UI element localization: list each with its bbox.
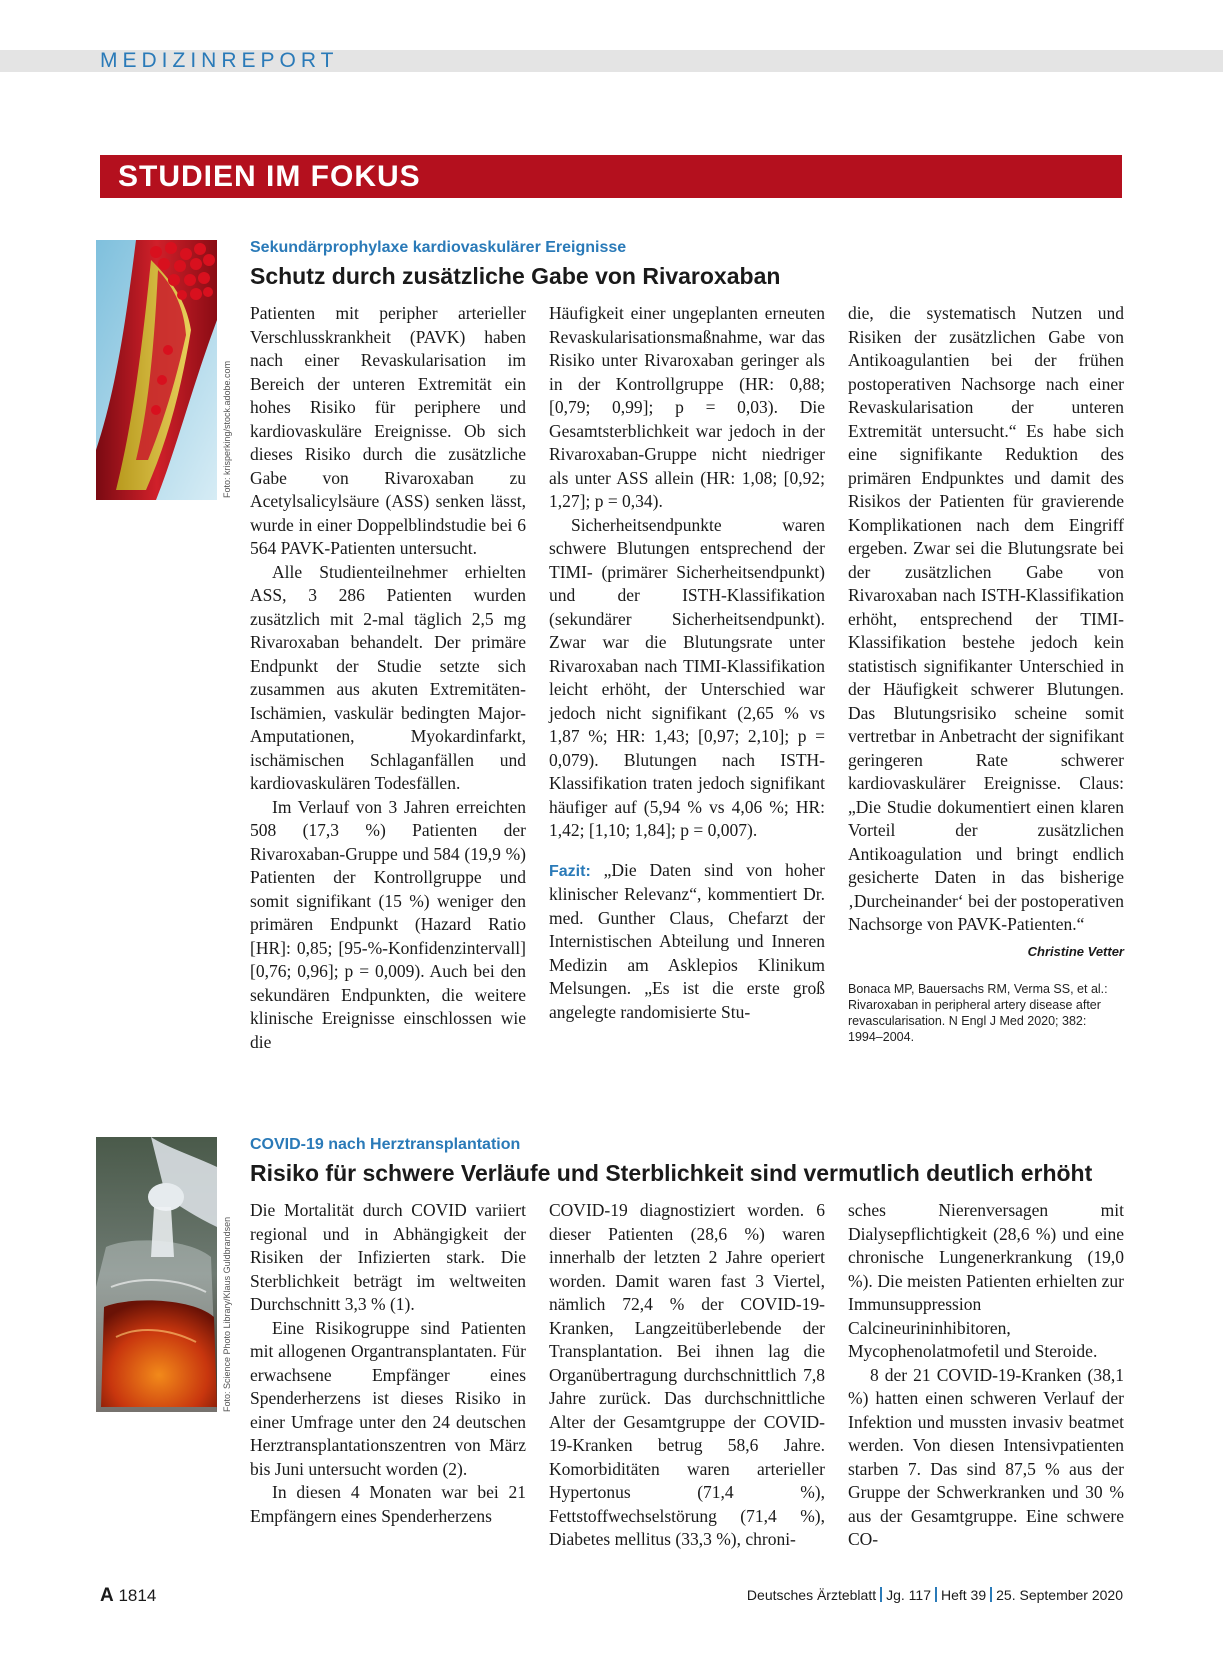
journal-info <box>747 1587 1123 1603</box>
paragraph: sches Nierenversagen mit Dialysepflichtigkeit (28,6 %) und eine chronische Lungenerkrankung (19,0 %). Die meisten Patienten erhielten zur Immunsuppression Calcineurininhibitoren, Mycophenolatmofetil und Steroide. <box>848 1200 1124 1361</box>
reference: Bonaca MP, Bauersachs RM, Verma SS, et al.: Rivaroxaban in peripheral artery disease after revascularisation. N Engl J Med 2020; 382: 1994–2004. <box>848 982 1108 1044</box>
paragraph: In diesen 4 Monaten war bei 21 Empfängern eines Spenderherzens <box>250 1482 526 1526</box>
separator <box>935 1587 937 1602</box>
paragraph: Patienten mit peripher arterieller Verschlusskrankheit (PAVK) haben nach einer Revaskularisation im Bereich der unteren Extremität ein hohes Risiko für periphere und kardiovaskuläre Ereignisse. Ob sich dieses Risiko durch die zusätzliche Gabe von Rivaroxaban zu Acetylsalicylsäure (ASS) senken lässt, wurde in einer Doppelblindstudie bei 6 564 PAVK-Patienten untersucht. <box>250 303 526 558</box>
separator <box>880 1587 882 1602</box>
author-name: Christine Vetter <box>1027 943 1124 959</box>
paragraph: Die Mortalität durch COVID variiert regional und in Abhängigkeit der Risiken der Infizierten stark. Die Sterblichkeit beträgt im weltweiten Durchschnitt 3,3 % (1). <box>250 1200 526 1314</box>
banner-title: STUDIEN IM FOKUS <box>118 160 421 193</box>
lab-photo <box>96 1137 217 1412</box>
article-headline: Risiko für schwere Verläufe und Sterblichkeit sind vermutlich deutlich erhöht <box>250 1160 1093 1186</box>
page-number <box>100 1585 156 1607</box>
article-column-2 <box>549 1199 825 1552</box>
fazit-label: Fazit: <box>549 862 591 880</box>
journal-volume: Jg. 117 <box>886 1587 931 1603</box>
article-column-1 <box>250 1199 526 1528</box>
article-headline: Schutz durch zusätzliche Gabe von Rivaroxaban <box>250 263 781 289</box>
section-label: MEDIZINREPORT <box>100 49 339 72</box>
page-number-value: 1814 <box>118 1586 157 1605</box>
image-credit: Foto: krisperking/stock.adobe.com <box>222 360 232 498</box>
paragraph: 8 der 21 COVID-19-Kranken (38,1 %) hatten einen schweren Verlauf der Infektion und mussten invasiv beatmet werden. Von diesen Intensivpatienten starben 7. Das sind 87,5 % aus der Gruppe der Schwerkranken und 30 % aus der Gesamtgruppe. Eine schwere CO- <box>848 1364 1124 1549</box>
paragraph: Häufigkeit einer ungeplanten erneuten Revaskularisationsmaßnahme, war das Risiko unter Rivaroxaban geringer als in der Kontrollgruppe (HR: 0,88; [0,79; 0,99]; p = 0,03). Die Gesamtsterblichkeit war jedoch in der Rivaroxaban-Gruppe nicht niedriger als unter ASS allein (HR: 1,08; [0,92; 1,27]; p = 0,34). <box>549 303 825 511</box>
separator <box>990 1587 992 1602</box>
article-column-3 <box>848 302 1124 1045</box>
fazit-paragraph <box>549 859 825 1025</box>
paragraph <box>848 302 1124 959</box>
article-kicker: COVID-19 nach Herztransplantation <box>250 1136 521 1153</box>
paragraph: COVID-19 diagnostiziert worden. 6 dieser Patienten (28,6 %) waren innerhalb der letzten 2 Jahre operiert worden. Damit waren fast 3 Viertel, nämlich 72,4 % der COVID-19-Kranken, Langzeitüberlebende der Transplantation. Bei ihnen lag die Organübertragung durchschnittlich 7,8 Jahre zurück. Das durchschnittliche Alter der Gesamtgruppe der COVID-19-Kranken betrug 58,6 Jahre. Komorbiditäten waren arterieller Hypertonus (71,4 %), Fettstoffwechselstörung (71,4 %), Diabetes mellitus (33,3 %), chroni- <box>549 1200 825 1549</box>
artery-illustration <box>96 240 217 500</box>
fazit-text: „Die Daten sind von hoher klinischer Relevanz“, kommentiert Dr. med. Gunther Claus, Chefarzt der Internistischen Abteilung und Inneren Medizin am Asklepios Klinikum Melsungen. „Es ist die erste groß angelegte randomisierte Stu- <box>549 859 825 1022</box>
journal-name: Deutsches Ärzteblatt <box>746 1587 877 1603</box>
paragraph: Eine Risikogruppe sind Patienten mit allogenen Organtransplantaten. Für erwachsene Empfänger eines Spenderherzens ist dieses Risiko in einer Umfrage unter den 24 deutschen Herztransplantationszentren von März bis Juni untersucht worden (2). <box>250 1317 526 1479</box>
journal-date: 25. September 2020 <box>996 1587 1123 1603</box>
article-column-3 <box>848 1199 1124 1552</box>
journal-issue: Heft 39 <box>940 1587 987 1603</box>
article-kicker: Sekundärprophylaxe kardiovaskulärer Ereignisse <box>250 239 627 256</box>
paragraph: Sicherheitsendpunkte waren schwere Blutungen entsprechend der TIMI- (primärer Sicherheitsendpunkt) und der ISTH-Klassifikation (sekundärer Sicherheitsendpunkt). Zwar war die Blutungsrate unter Rivaroxaban nach TIMI-Klassifikation leicht erhöht, der Unterschied war jedoch nicht signifikant (2,65 % vs 1,87 %; HR: 1,43; [0,97; 2,10]; p = 0,079). Blutungen nach ISTH-Klassifikation traten jedoch signifikant häufiger auf (5,94 % vs 4,06 %; HR: 1,42; [1,10; 1,84]; p = 0,007). <box>549 514 825 840</box>
paragraph-text: die, die systematisch Nutzen und Risiken der zusätzlichen Gabe von Antikoagulantien bei der frühen postoperativen Nachsorge nach einer Revaskularisation der unteren Extremität untersucht.“ Es habe sich eine signifikante Reduktion des primären Endpunktes und damit des Risikos der Patienten für gravierende Komplikationen nach dem Eingriff ergeben. Zwar sei die Blutungsrate bei der zusätzlichen Gabe von Rivaroxaban nach ISTH-Klassifikation erhöht, entsprechend der TIMI-Klassifikation bestehe jedoch kein statistisch signifikanter Unterschied in der Häufigkeit schwerer Blutungen. Das Blutungsrisiko scheine somit vertretbar in Anbetracht der signifikant geringeren Rate schwerer kardiovaskulärer Ereignisse. Claus: „Die Studie dokumentiert einen klaren Vorteil der zusätzlichen Antikoagulation und bringt endlich gesicherte Daten in das bisherige ‚Durcheinander‘ bei der postoperativen Nachsorge von PAVK-Patienten.“ <box>848 303 1124 934</box>
paragraph: Alle Studienteilnehmer erhielten ASS, 3 286 Patienten wurden zusätzlich mit 2-mal täglich 2,5 mg Rivaroxaban behandelt. Der primäre Endpunkt der Studie setzte sich zusammen aus akuten Extremitäten-Ischämien, vaskulär bedingten Major-Amputationen, Myokardinfarkt, ischämischen Schlaganfällen und kardiovaskulären Todesfällen. <box>250 561 526 793</box>
paragraph: Im Verlauf von 3 Jahren erreichten 508 (17,3 %) Patienten der Rivaroxaban-Gruppe und 584 (19,9 %) Patienten der Kontrollgruppe und somit signifikant (15 %) weniger den primären Endpunkt (Hazard Ratio [HR]: 0,85; [95-%-Konfidenzintervall] [0,76; 0,96]; p = 0,009). Auch bei den sekundären Endpunkten, die weitere klinische Ereignisse einschlossen wie die <box>250 796 526 1052</box>
page-prefix: A <box>100 1585 114 1606</box>
article-column-2 <box>549 302 825 1024</box>
article-column-1 <box>250 302 526 1054</box>
section-banner <box>100 155 1122 198</box>
image-credit: Foto: Science Photo Library/Klaus Guldbrandsen <box>222 1216 232 1412</box>
